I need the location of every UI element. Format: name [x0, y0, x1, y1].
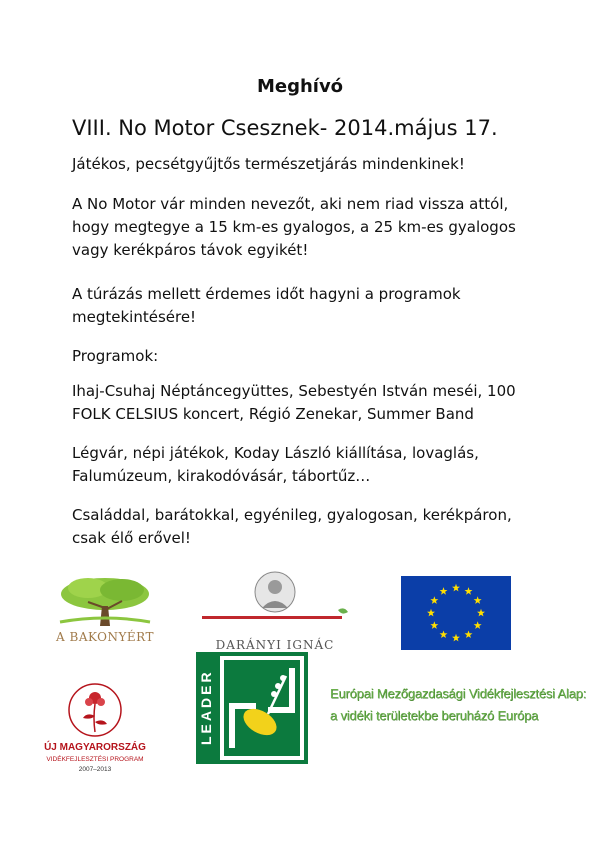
- text-line: megtekintésére!: [72, 308, 197, 326]
- leader-logo: [196, 652, 308, 764]
- bakonyert-label: A BAKONYÉRT: [56, 630, 154, 644]
- eu-flag-icon: [401, 576, 511, 650]
- paragraph-programs-note: [72, 283, 552, 329]
- document-title: Meghívó: [256, 76, 344, 97]
- text-line: Családdal, barátokkal, egyénileg, gyalogosan, kerékpáron,: [72, 506, 512, 524]
- eu-fund-line-2: a vidéki területekbe beruházó Európa: [330, 708, 539, 723]
- daranyi-ignac-terv-logo: [200, 566, 350, 656]
- daranyi-label: DARÁNYI IGNÁC: [215, 638, 335, 652]
- text-line: A túrázás mellett érdemes időt hagyni a programok: [72, 285, 461, 303]
- paragraph-performers: [72, 380, 552, 426]
- text-line: hogy megtegye a 15 km-es gyalogos, a 25 km-es gyalogos: [72, 218, 516, 236]
- text-line: FOLK CELSIUS koncert, Régió Zenekar, Summer Band: [72, 405, 474, 423]
- text-line: Légvár, népi játékok, Koday László kiállítása, lovaglás,: [72, 444, 479, 462]
- paragraph-intro: [72, 153, 552, 176]
- eu-flag-logo: [401, 576, 511, 650]
- paragraph-routes: [72, 193, 552, 262]
- eu-fund-line-1: Európai Mezőgazdasági Vidékfejlesztési Alap:: [330, 686, 587, 701]
- text-line: Ihaj-Csuhaj Néptáncegyüttes, Sebestyén István meséi, 100: [72, 382, 516, 400]
- paragraph-closing: [72, 504, 552, 550]
- text-line: csak élő erővel!: [72, 529, 191, 547]
- leader-emblem-icon: [220, 656, 304, 760]
- uj-magyarorszag-years: 2007–2013: [78, 766, 112, 773]
- event-subtitle: VIII. No Motor Csesznek- 2014.május 17.: [72, 116, 498, 140]
- tree-icon: [50, 570, 160, 630]
- uj-magyarorszag-title: ÚJ MAGYARORSZÁG: [44, 742, 146, 753]
- uj-magyarorszag-logo: [40, 680, 150, 780]
- uj-magyarorszag-subtitle: VIDÉKFEJLESZTÉSI PROGRAM: [46, 756, 144, 763]
- text-line: A No Motor vár minden nevezőt, aki nem riad vissza attól,: [72, 195, 509, 213]
- leader-word: LEADER: [198, 669, 214, 745]
- text-line: vagy kerékpáros távok egyikét!: [72, 241, 309, 259]
- portrait-icon: [200, 566, 350, 636]
- text-line: Programok:: [72, 347, 159, 365]
- bakonyert-logo: [50, 570, 160, 650]
- text-line: Játékos, pecsétgyűjtős természetjárás mindenkinek!: [72, 155, 465, 173]
- paragraph-activities: [72, 442, 552, 488]
- paragraph-programs-heading: [72, 345, 552, 368]
- flower-icon: [40, 680, 150, 740]
- text-line: Falumúzeum, kirakodóvásár, tábortűz…: [72, 467, 371, 485]
